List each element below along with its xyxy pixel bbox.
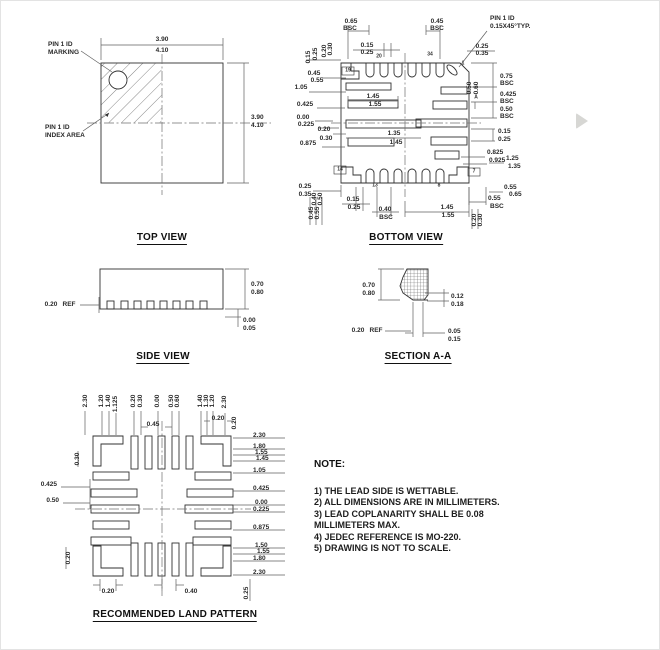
section-aa-title: SECTION A-A [384, 351, 452, 362]
dim-label-top-view: PIN 1 ID [45, 123, 70, 131]
bottom-view-title: BOTTOM VIEW [369, 232, 443, 243]
dim-label-bottom-view: 0.875 [299, 139, 317, 147]
package-side-outline [100, 269, 223, 309]
note-line: 2) ALL DIMENSIONS ARE IN MILLIMETERS. [314, 497, 500, 508]
dim-label-bottom-view: 0.30 [319, 134, 333, 142]
dim-label-land-pattern: 0.20 [101, 587, 115, 595]
dim-label-bottom-view: 0.40 [310, 192, 318, 206]
bottom-view-drawing [306, 25, 504, 229]
corner-pad-bottomleft [341, 167, 361, 183]
dim-label-bottom-view: 0.55 [504, 183, 517, 191]
dim-label-top-view: INDEX AREA [45, 131, 85, 139]
dim-label-bottom-view: 0.35 [475, 49, 489, 57]
dim-label-section-aa: 0.20 [351, 326, 365, 334]
dim-label-bottom-view: 0.30 [476, 213, 484, 227]
dim-label-bottom-view: 0.20 [317, 125, 331, 133]
dim-label-bottom-view: 1.05 [294, 83, 308, 91]
dim-label-land-pattern: 0.425 [253, 484, 270, 492]
pin1-chamfer-terminal [445, 63, 458, 76]
dimension-lines [61, 411, 285, 601]
dim-label-land-pattern: 0.225 [253, 505, 270, 513]
dim-label-bottom-view: 1.25 [506, 154, 519, 162]
dim-label-bottom-view: 0.30 [326, 42, 334, 56]
dim-label-land-pattern: 1.80 [253, 554, 266, 562]
dim-label-top-view: 3.90 [251, 113, 264, 121]
dim-label-bottom-view: 0.15 [346, 195, 360, 203]
dim-label-bottom-view: 0.20 [470, 213, 478, 227]
dim-label-bottom-view: 0.25 [347, 203, 361, 211]
note-line: 3) LEAD COPLANARITY SHALL BE 0.08 [314, 508, 484, 519]
dim-label-bottom-view: 0.60 [472, 81, 480, 95]
dim-label-bottom-view: 0.50 [316, 192, 324, 206]
note-line: 5) DRAWING IS NOT TO SCALE. [314, 543, 451, 554]
dim-label-top-view: 3.90 [155, 35, 169, 43]
dim-label-bottom-view: 0.75 [500, 72, 513, 80]
dim-label-land-pattern: 1.30 [202, 394, 210, 408]
land-pattern-drawing [61, 411, 285, 601]
dim-label-land-pattern: 0.00 [255, 498, 268, 506]
dim-label-bottom-view: 0.50 [465, 81, 473, 95]
dim-label-bottom-view: 0.25 [311, 47, 319, 61]
note-line: MILLIMETERS MAX. [314, 520, 400, 531]
dim-label-bottom-view: 20 [376, 53, 382, 60]
dim-label-land-pattern: 1.20 [97, 394, 105, 408]
dim-label-bottom-view: 0.25 [475, 42, 489, 50]
dim-label-bottom-view: 1.45 [389, 138, 403, 146]
dim-label-top-view: 4.10 [155, 46, 169, 54]
dim-label-land-pattern: 1.40 [196, 394, 204, 408]
dim-label-land-pattern: 0.20 [64, 551, 72, 565]
dim-label-land-pattern: 2.30 [220, 395, 228, 409]
dim-label-bottom-view: 1.55 [368, 100, 382, 108]
dim-label-bottom-view: 1.55 [441, 211, 455, 219]
side-leads [107, 301, 207, 309]
dim-label-bottom-view: 0.25 [298, 182, 312, 190]
dim-label-bottom-view: BSC [343, 24, 357, 32]
dim-label-bottom-view: 0.425 [500, 90, 517, 98]
dim-label-land-pattern: 1.45 [256, 454, 269, 462]
side-view-drawing [80, 269, 249, 327]
dim-label-bottom-view: 0.65 [509, 190, 522, 198]
dim-label-bottom-view: 0.425 [296, 100, 314, 108]
dim-label-bottom-view: 0.45 [307, 69, 321, 77]
dim-label-land-pattern: 0.425 [40, 480, 57, 488]
dim-label-land-pattern: 1.55 [255, 448, 268, 456]
dim-label-land-pattern: 1.50 [255, 541, 268, 549]
dim-label-land-pattern: 0.25 [242, 586, 250, 600]
dim-label-bottom-view: 0.825 [487, 148, 504, 156]
pin1-index-hatch-area [102, 64, 162, 123]
dim-label-bottom-view: 0.20 [320, 44, 328, 58]
dim-label-top-view: MARKING [48, 48, 80, 56]
dim-label-bottom-view: 0.55 [488, 194, 501, 202]
dim-label-side-view: 0.20 [44, 300, 58, 308]
dim-label-bottom-view: 1 [461, 60, 465, 67]
dim-label-bottom-view: 1.35 [508, 162, 521, 170]
dim-label-bottom-view: 0.225 [297, 120, 315, 128]
dim-label-land-pattern: 1.125 [111, 395, 119, 413]
dim-label-bottom-view: 1.45 [366, 92, 380, 100]
dim-label-bottom-view: 0.35 [298, 190, 312, 198]
dim-label-top-view: PIN 1 ID [48, 40, 73, 48]
dim-label-land-pattern: 1.40 [104, 394, 112, 408]
dim-label-side-view: 0.70 [251, 280, 264, 288]
dim-label-bottom-view: BSC [500, 97, 514, 105]
dim-label-bottom-view: 0.45 [430, 17, 444, 25]
dim-label-bottom-view: 0.50 [500, 105, 513, 113]
side-pads [346, 83, 467, 159]
dim-label-land-pattern: 0.50 [46, 496, 59, 504]
dim-label-land-pattern: 0.45 [146, 420, 160, 428]
dim-label-land-pattern: 0.30 [136, 394, 144, 408]
section-aa-drawing [378, 269, 449, 337]
dim-label-land-pattern: 0.20 [211, 414, 225, 422]
dim-label-bottom-view: 0.25 [360, 48, 374, 56]
dim-label-bottom-view: BSC [379, 213, 393, 221]
dim-label-land-pattern: 2.30 [253, 568, 266, 576]
dim-label-bottom-view: 0.00 [296, 113, 310, 121]
dim-label-land-pattern: 0.00 [153, 394, 161, 408]
dim-label-bottom-view: 0.15X45°TYP. [490, 22, 531, 30]
dim-label-bottom-view: BSC [500, 79, 514, 87]
dim-label-bottom-view: 0.25 [498, 135, 511, 143]
dim-label-bottom-view: A [474, 94, 478, 101]
dim-label-bottom-view: 0.45 [307, 206, 315, 220]
dimension-lines [80, 269, 249, 327]
dim-label-bottom-view: 14 [337, 166, 343, 173]
dim-label-land-pattern: 0.20 [230, 416, 238, 430]
dim-label-bottom-view: 0.925 [489, 156, 506, 164]
dim-label-bottom-view: 1.45 [440, 203, 454, 211]
dim-label-land-pattern: 2.30 [81, 394, 89, 408]
dim-label-section-aa: REF [369, 326, 383, 334]
dim-label-top-view: 4.10 [251, 121, 264, 129]
dim-label-land-pattern: 0.875 [253, 523, 270, 531]
dim-label-bottom-view: 0.15 [360, 41, 374, 49]
dim-label-bottom-view: 34 [427, 51, 433, 58]
land-pattern-title: RECOMMENDED LAND PATTERN [92, 609, 258, 620]
dim-label-land-pattern: 0.20 [129, 394, 137, 408]
right-pads [185, 472, 233, 545]
dim-label-land-pattern: 0.60 [173, 394, 181, 408]
note-heading: NOTE: [314, 459, 346, 470]
corner-pad-topleft [341, 63, 359, 79]
corner-pad-bottomright [449, 167, 469, 183]
dim-label-section-aa: 0.70 [362, 281, 375, 289]
dim-label-land-pattern: 0.40 [184, 587, 198, 595]
dim-label-bottom-view: 0.65 [344, 17, 358, 25]
dim-label-side-view: 0.05 [243, 324, 256, 332]
pin1-id-marking-circle [109, 71, 127, 89]
dim-label-section-aa: 0.18 [451, 300, 464, 308]
dim-label-bottom-view: 13 [372, 182, 378, 189]
lead-cross-section [400, 269, 428, 300]
dim-label-bottom-view: BSC [500, 112, 514, 120]
dim-label-land-pattern: 0.30 [73, 452, 81, 466]
dim-label-bottom-view: 19 [345, 67, 351, 74]
top-view-title: TOP VIEW [136, 232, 188, 243]
top-view-drawing [81, 35, 271, 195]
dim-label-side-view: 0.80 [251, 288, 264, 296]
dim-label-bottom-view: PIN 1 ID [490, 14, 515, 22]
dim-label-bottom-view: 0.15 [304, 50, 312, 64]
notes-block [314, 459, 584, 554]
dim-label-land-pattern: 0.50 [167, 394, 175, 408]
dim-label-land-pattern: 1.05 [253, 466, 266, 474]
dim-label-section-aa: 0.15 [448, 335, 461, 343]
note-line: 4) JEDEC REFERENCE IS MO-220. [314, 531, 462, 542]
dim-label-bottom-view: 0.55 [310, 76, 324, 84]
dim-label-section-aa: 0.80 [362, 289, 375, 297]
note-line: 1) THE LEAD SIDE IS WETTABLE. [314, 486, 459, 496]
dim-label-side-view: REF [62, 300, 76, 308]
dim-label-bottom-view: 8 [437, 182, 441, 189]
dim-label-bottom-view: 0.40 [378, 205, 392, 213]
dim-label-land-pattern: 2.30 [253, 431, 266, 439]
dim-label-side-view: 0.00 [243, 316, 256, 324]
dim-label-bottom-view: 0.55 [313, 206, 321, 220]
side-view-title: SIDE VIEW [136, 351, 190, 362]
dim-label-section-aa: 0.05 [448, 327, 461, 335]
dim-label-land-pattern: 1.20 [208, 394, 216, 408]
dim-label-bottom-view: BSC [490, 202, 504, 210]
dim-label-land-pattern: 1.80 [253, 442, 266, 450]
dim-label-land-pattern: 1.55 [257, 547, 270, 555]
dim-label-section-aa: 0.12 [451, 292, 464, 300]
dim-label-bottom-view: 7 [472, 168, 476, 175]
dim-label-bottom-view: BSC [430, 24, 444, 32]
left-pads [91, 472, 139, 545]
page-forward-arrow[interactable] [576, 113, 588, 129]
dim-label-bottom-view: 0.15 [498, 127, 511, 135]
dim-label-bottom-view: 1.35 [387, 129, 401, 137]
